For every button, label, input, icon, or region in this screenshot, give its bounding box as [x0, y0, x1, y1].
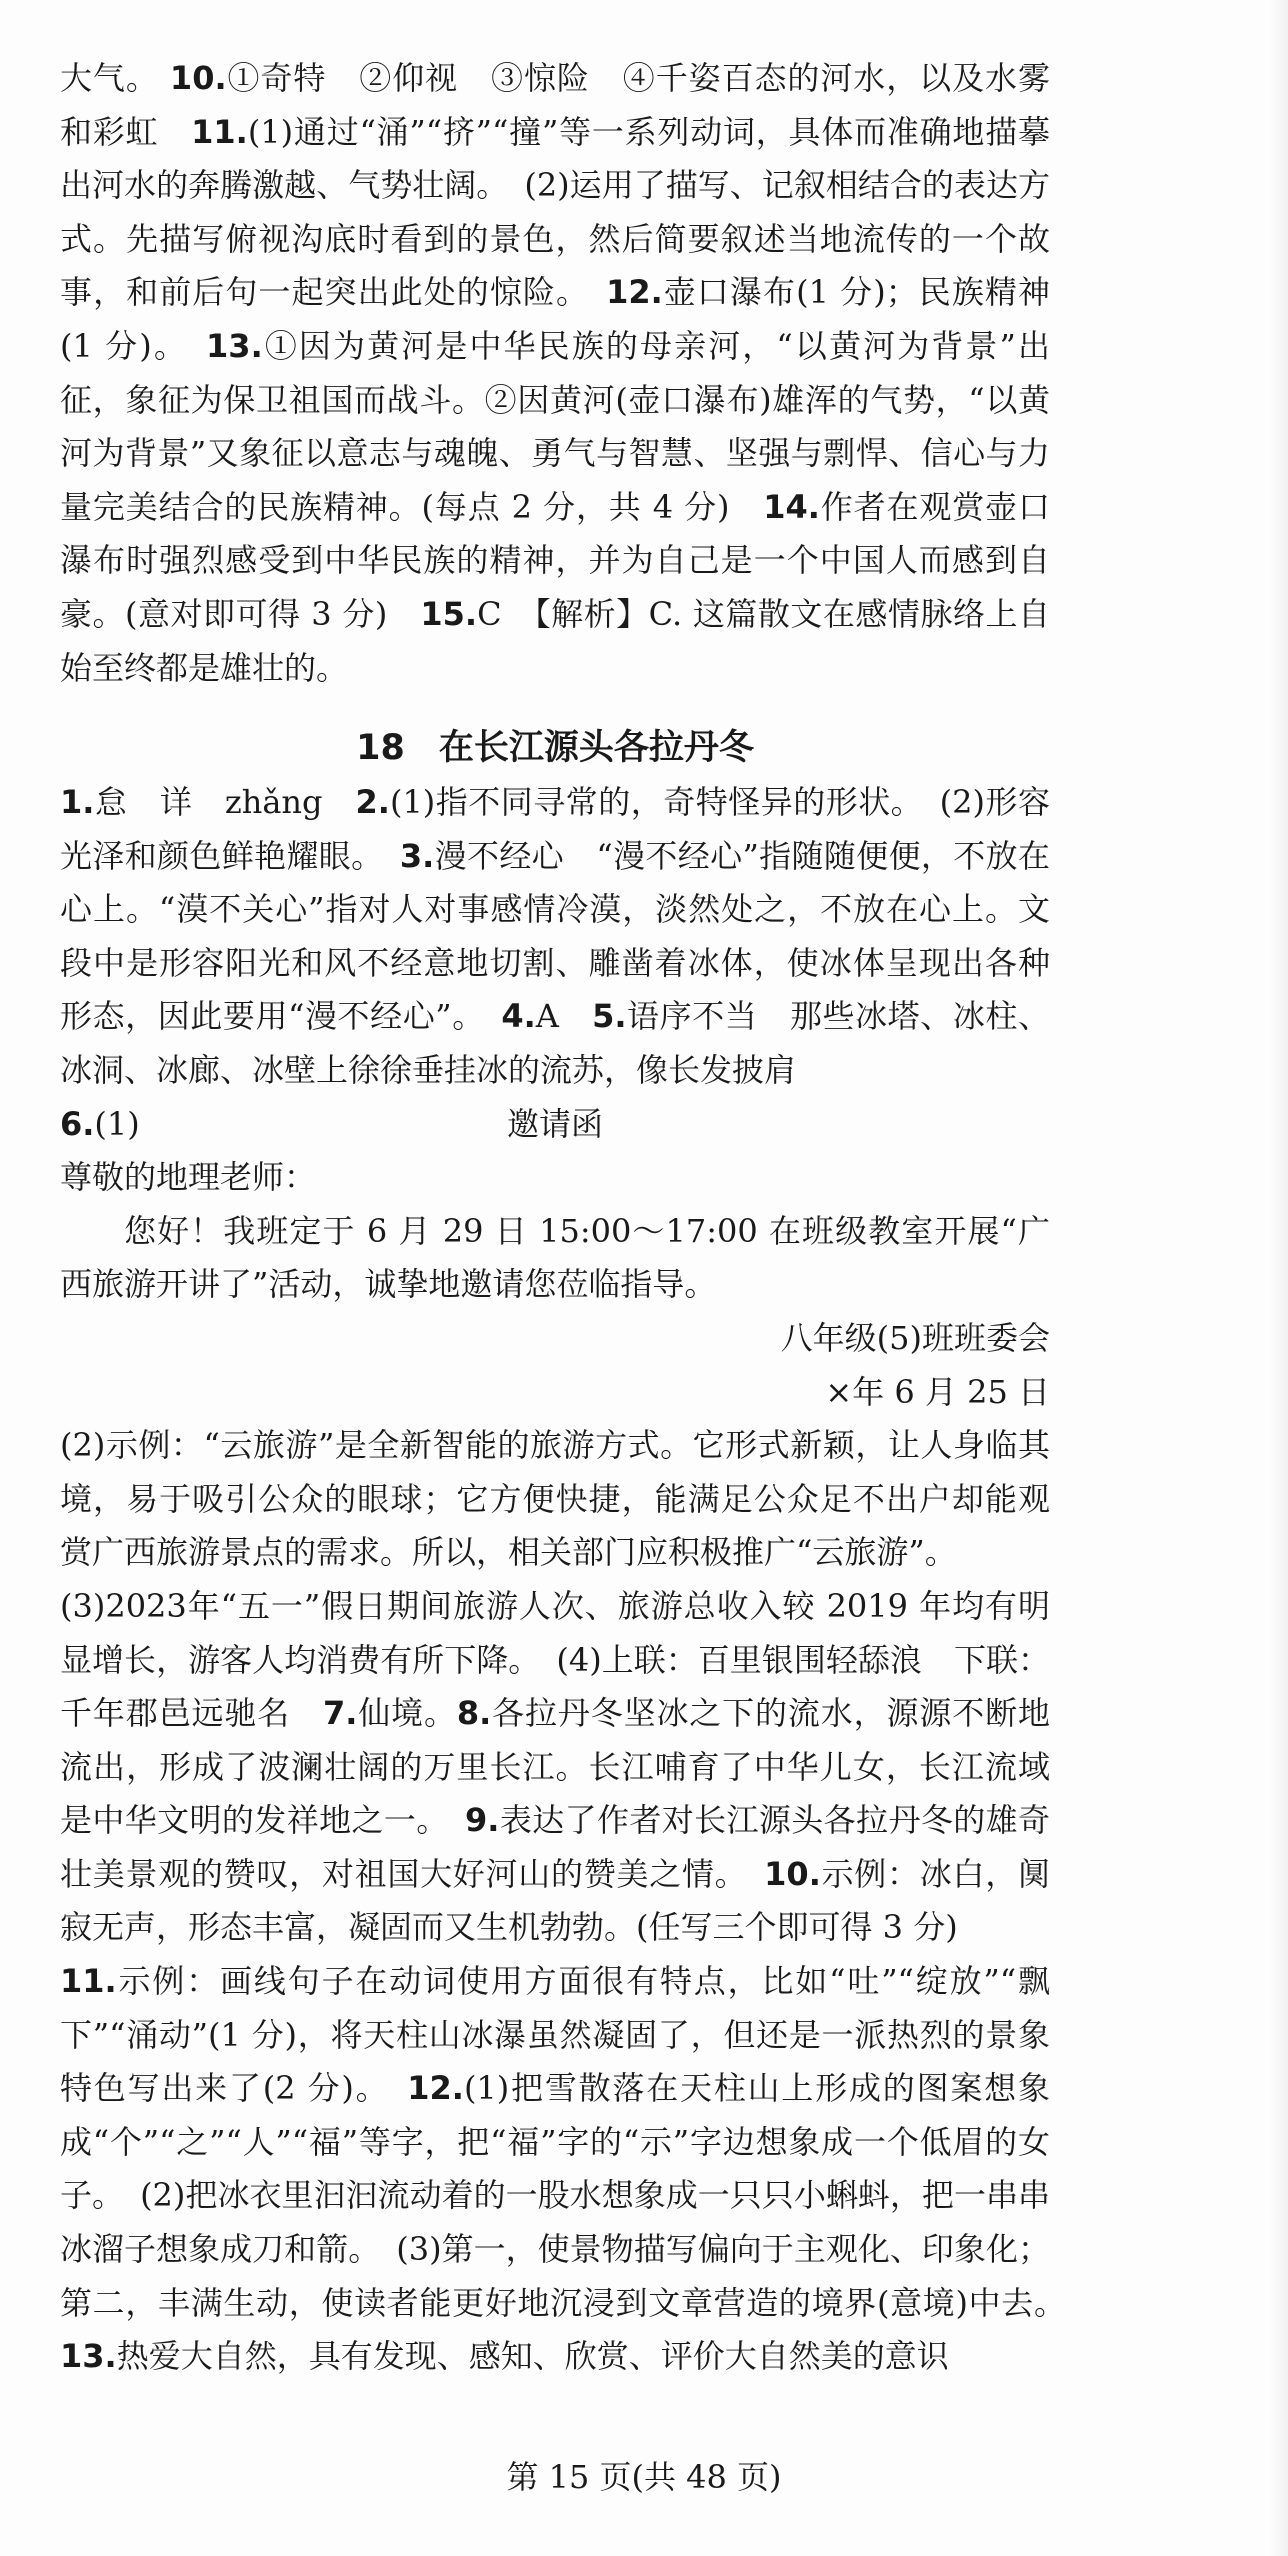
question-number: 1.	[60, 783, 95, 821]
question-number: 2.	[355, 783, 390, 821]
answer-text: 示例：冰白，阒寂无声，形态丰富，凝固而又生机勃勃。(任写三个即可得 3 分)	[60, 1854, 1050, 1947]
invitation-salutation: 尊敬的地理老师：	[60, 1158, 317, 1197]
answer-text: (2)示例：“云旅游”是全新智能的旅游方式。它形式新颖，让人身临其境，易于吸引公众的眼球；它方便快捷，能满足公众足不出户却能观赏广西旅游景点的需求。所以，相关部门应积极推广“云旅游”。	[60, 1426, 1050, 1572]
answer-text: 漫不经心 “漫不经心”指随随便便，不放在心上。“漠不关心”指对人对事感情冷漠，淡然处之，不放在心上。文段中是形容阳光和风不经意地切割、雕凿着冰体，使冰体呈现出各种形态，因此要用“漫不经心”。	[60, 836, 1050, 1036]
answer-text: ①奇特 ②仰视 ③惊险 ④千姿百态的河水，以及水雾和彩虹	[60, 59, 1050, 151]
invitation-heading-line	[60, 1098, 1050, 1152]
answer-text: (1)把雪散落在天柱山上形成的图案想象成“个”“之”“人”“福”等字，把“福”字的“示”字边想象成一个低眉的女子。 (2)把冰衣里汩汩流动着的一股水想象成一只只小蝌蚪，把一串串冰溜子想象成刀和箭。 (3)第一，使景物描写偏向于主观化、印象化；第二，丰满生动，使读者能更好地沉浸到文章营造的境界(意境)中去。	[60, 2069, 1083, 2322]
question-number: 11.	[191, 112, 248, 151]
question-number: 10.	[169, 59, 227, 97]
question-number: 6.	[60, 1104, 95, 1143]
question-number: 7.	[322, 1694, 358, 1733]
answer-text: 大气。	[60, 59, 170, 97]
answer-paragraph	[60, 776, 1050, 1098]
invitation-date: ×年 6 月 25 日	[825, 1372, 1050, 1411]
section-heading: 在长江源头各拉丹冬	[438, 728, 754, 768]
answer-text: A	[535, 997, 593, 1036]
answer-text: 壶口瀑布(1 分)；民族精神(1 分)。	[60, 273, 1050, 365]
question-number: 5.	[592, 997, 627, 1036]
question-number: 13.	[206, 326, 263, 365]
question-number: 12.	[407, 2069, 464, 2108]
answer-block-top	[60, 52, 1050, 695]
sub-question-label: (1)	[94, 1104, 140, 1143]
answer-text: ①因为黄河是中华民族的母亲河，“以黄河为背景”出征，象征为保卫祖国而战斗。②因黄河(壶口瀑布)雄浑的气势，“以黄河为背景”又象征以意志与魂魄、勇气与智慧、坚强与剽悍、信心与力量完美结合的民族精神。(每点 2 分，共 4 分)	[60, 326, 1050, 526]
question-number: 11.	[60, 1962, 117, 2001]
answer-text: 语序不当 那些冰塔、冰柱、冰洞、冰廊、冰壁上徐徐垂挂冰的流苏，像长发披肩	[60, 997, 1050, 1089]
answer-text: 各拉丹冬坚冰之下的流水，源源不断地流出，形成了波澜壮阔的万里长江。长江哺育了中华儿女，长江流域是中华文明的发祥地之一。	[60, 1694, 1050, 1840]
answer-text: 表达了作者对长江源头各拉丹冬的雄奇壮美景观的赞叹，对祖国大好河山的赞美之情。	[60, 1801, 1050, 1893]
question-number: 12.	[606, 273, 663, 312]
question-number: 9.	[465, 1801, 500, 1840]
answer-block-bottom	[60, 776, 1083, 2384]
section-title	[60, 723, 1050, 773]
question-number: 14.	[763, 487, 820, 526]
answer-text: (3)2023年“五一”假日期间旅游人次、旅游总收入较 2019 年均有明显增长，游客人均消费有所下降。 (4)上联：百里银围轻舔浪 下联：千年郡邑远驰名	[60, 1586, 1050, 1733]
question-number: 8.	[456, 1694, 492, 1733]
scan-edge-shadow	[1266, 0, 1288, 2556]
question-number: 10.	[764, 1854, 821, 1893]
answer-paragraph	[60, 1580, 1050, 1955]
answer-text: C 【解析】C. 这篇散文在感情脉络上自始至终都是雄壮的。	[60, 594, 1050, 687]
answer-text: 怠 详 zhǎng	[94, 783, 356, 821]
question-number: 15.	[420, 594, 478, 633]
answer-paragraph	[60, 52, 1050, 695]
answer-text: 热爱大自然，具有发现、感知、欣赏、评价大自然美的意识	[116, 2337, 949, 2376]
page-footer: 第 15 页(共 48 页)	[506, 2458, 782, 2496]
answer-text: (1)通过“涌”“挤”“撞”等一系列动词，具体而准确地描摹出河水的奔腾激越、气势壮阔。 (2)运用了描写、记叙相结合的表达方式。先描写俯视沟底时看到的景色，然后简要叙述当地流传的一个故事，和前后句一起突出此处的惊险。	[60, 112, 1050, 312]
section-number: 18	[356, 728, 405, 768]
invitation-signer: 八年级(5)班班委会	[780, 1318, 1050, 1357]
question-number: 4.	[501, 997, 536, 1036]
answer-text: 作者在观赏壶口瀑布时强烈感受到中华民族的精神，并为自己是一个中国人而感到自豪。(意对即可得 3 分)	[60, 487, 1050, 633]
answer-paragraph	[60, 1419, 1050, 1580]
answer-text: (1)指不同寻常的，奇特怪异的形状。 (2)形容光泽和颜色鲜艳耀眼。	[60, 783, 1050, 875]
question-number: 3.	[399, 836, 435, 875]
question-number: 13.	[60, 2337, 117, 2376]
answer-text: 仙境。	[357, 1694, 457, 1733]
invitation-title: 邀请函	[506, 1104, 603, 1143]
answer-text: 示例：画线句子在动词使用方面很有特点，比如“吐”“绽放”“飘下”“涌动”(1 分)，将天柱山冰瀑虽然凝固了，但还是一派热烈的景象特色写出来了(2 分)。	[60, 1962, 1050, 2108]
invitation-body: 您好！我班定于 6 月 29 日 15:00～17:00 在班级教室开展“广西旅游开讲了”活动，诚挚地邀请您莅临指导。	[60, 1211, 1050, 1304]
answer-paragraph	[60, 1955, 1083, 2384]
